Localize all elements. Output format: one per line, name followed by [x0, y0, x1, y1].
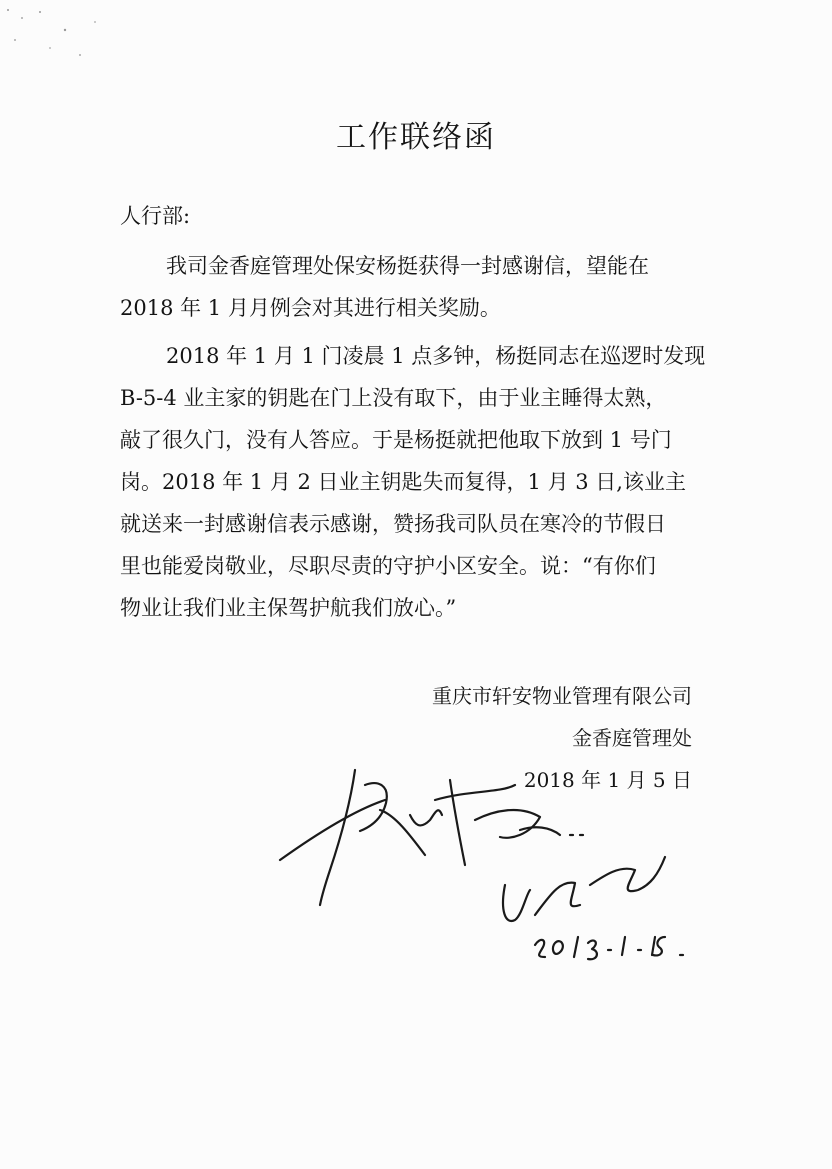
sender-date: 2018 年 1 月 5 日 [523, 768, 692, 792]
sender-office: 金香庭管理处 [572, 726, 692, 750]
paragraph-1-line-1: 我司金香庭管理处保安杨挺获得一封感谢信，望能在 [166, 254, 649, 278]
addressee: 人行部: [120, 204, 191, 228]
paragraph-2-line-4: 岗。2018 年 1 月 2 日业主钥匙失而复得，1 月 3 日,该业主 [120, 470, 686, 494]
handwritten-signature [260, 745, 700, 965]
document-title: 工作联络函 [336, 120, 496, 155]
paragraph-2-line-1: 2018 年 1 月 1 门凌晨 1 点多钟，杨挺同志在巡逻时发现 [166, 344, 706, 368]
paragraph-2-line-7: 物业让我们业主保驾护航我们放心。” [120, 596, 457, 620]
paragraph-2-line-3: 敲了很久门，没有人答应。于是杨挺就把他取下放到 1 号门 [120, 428, 672, 452]
paragraph-2-line-6: 里也能爱岗敬业，尽职尽责的守护小区安全。说：“有你们 [120, 554, 656, 578]
scan-noise [0, 0, 120, 70]
paragraph-2-line-5: 就送来一封感谢信表示感谢，赞扬我司队员在寒冷的节假日 [120, 512, 666, 536]
sender-company: 重庆市轩安物业管理有限公司 [432, 684, 692, 708]
paragraph-2-line-2: B-5-4 业主家的钥匙在门上没有取下，由于业主睡得太熟， [120, 386, 667, 410]
paragraph-1-line-2: 2018 年 1 月月例会对其进行相关奖励。 [120, 296, 501, 320]
